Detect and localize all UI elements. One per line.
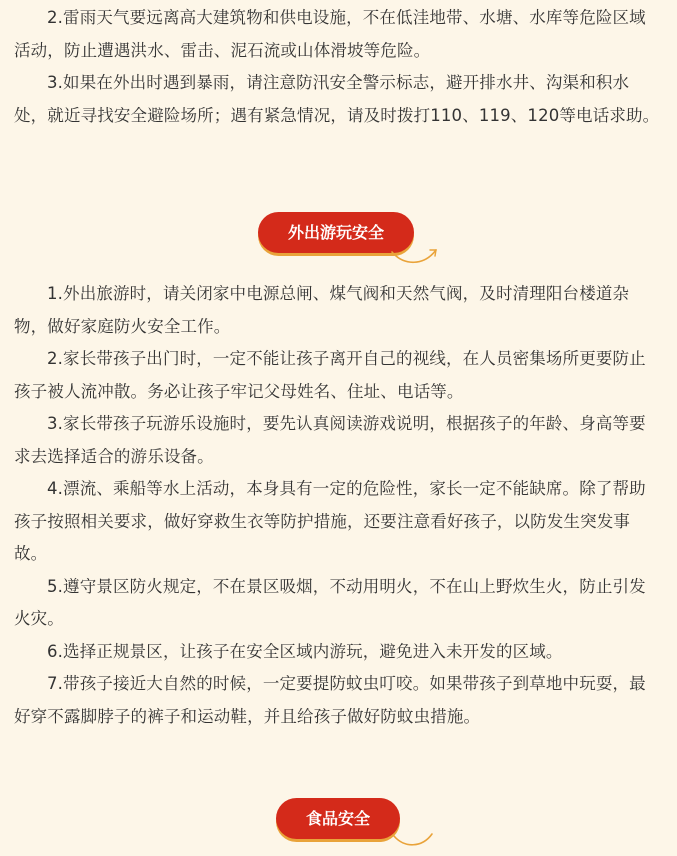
travel-section-header — [0, 208, 677, 264]
paragraph: 4.漂流、乘船等水上活动，本身具有一定的危险性，家长一定不能缺席。除了帮助孩子按照相关要求，做好穿救生衣等防护措施，还要注意看好孩子，以防发生突发事故。 — [14, 479, 646, 563]
swirl-decoration-icon — [390, 238, 440, 268]
swirl-decoration-icon — [392, 824, 436, 850]
travel-safety-section — [14, 278, 662, 733]
paragraph: 7.带孩子接近大自然的时候，一定要提防蚊虫叮咬。如果带孩子到草地中玩耍，最好穿不露脚脖子的裤子和运动鞋，并且给孩子做好防蚊虫措施。 — [14, 674, 646, 726]
paragraph: 6.选择正规景区，让孩子在安全区域内游玩，避免进入未开发的区域。 — [47, 641, 563, 661]
paragraph: 3.家长带孩子玩游乐设施时，要先认真阅读游戏说明，根据孩子的年龄、身高等要求去选择适合的游乐设备。 — [14, 414, 646, 466]
paragraph: 1.外出旅游时，请关闭家中电源总闸、煤气阀和天然气阀，及时清理阳台楼道杂物，做好家庭防火安全工作。 — [14, 284, 630, 336]
paragraph: 2.家长带孩子出门时，一定不能让孩子离开自己的视线，在人员密集场所更要防止孩子被人流冲散。务必让孩子牢记父母姓名、住址、电话等。 — [14, 349, 646, 401]
section-title: 外出游玩安全 — [287, 223, 384, 242]
section-title: 食品安全 — [305, 809, 370, 828]
paragraph: 2.雷雨天气要远离高大建筑物和供电设施，不在低洼地带、水塘、水库等危险区域活动，防止遭遇洪水、雷击、泥石流或山体滑坡等危险。 — [14, 8, 646, 60]
section-title-pill — [276, 798, 400, 839]
food-section-header — [0, 794, 677, 850]
weather-safety-section — [14, 2, 662, 132]
paragraph: 5.遵守景区防火规定，不在景区吸烟，不动用明火，不在山上野炊生火，防止引发火灾。 — [14, 576, 646, 628]
paragraph: 3.如果在外出时遇到暴雨，请注意防汛安全警示标志，避开排水井、沟渠和积水处，就近寻找安全避险场所；遇有紧急情况，请及时拨打110、119、120等电话求助。 — [14, 73, 660, 125]
